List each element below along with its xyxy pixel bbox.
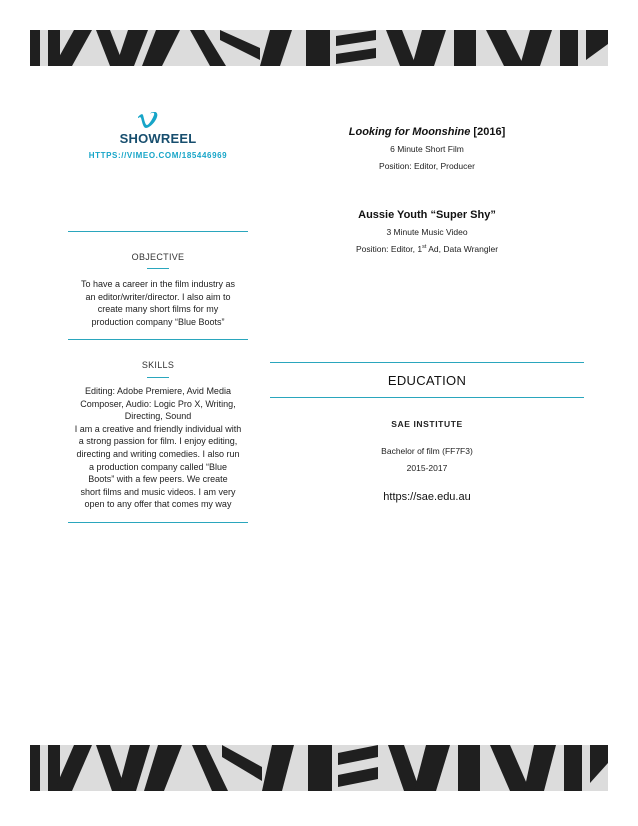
vimeo-icon[interactable] <box>137 112 159 128</box>
text-line: I am a creative and friendly individual with <box>74 423 242 434</box>
text-line: directing and writing comedies. I also run <box>76 448 240 459</box>
text-line: To have a career in the film industry as <box>80 279 236 289</box>
divider <box>270 362 584 363</box>
project-title: Aussie Youth “Super Shy” <box>358 209 496 221</box>
divider <box>68 231 248 232</box>
education-degree: Bachelor of film (FF7F3) <box>381 446 473 456</box>
divider-short <box>147 377 169 378</box>
project-aussie-youth <box>270 209 584 254</box>
education-heading: EDUCATION <box>387 373 467 388</box>
text-line: Editing: Adobe Premiere, Avid Media <box>85 386 231 396</box>
text-line: production company “Blue Boots” <box>91 316 225 327</box>
project-title: Looking for Moonshine [2016] <box>348 126 506 138</box>
top-decorative-band <box>30 30 608 66</box>
text-line: an editor/writer/director. I also aim to <box>85 291 231 302</box>
text-line: open to any offer that comes my way <box>84 499 232 510</box>
showreel-title: SHOWREEL <box>119 131 197 146</box>
project-moonshine <box>270 126 584 171</box>
text-line: Directing, Sound <box>124 411 192 422</box>
bottom-decorative-band <box>30 745 608 791</box>
objective-heading: OBJECTIVE <box>131 252 185 262</box>
text-line: a strong passion for film. I enjoy editing, <box>78 436 238 447</box>
text-line: Composer, Audio: Logic Pro X, Writing, <box>80 398 236 409</box>
text-line: a production company called “Blue <box>88 461 228 472</box>
divider <box>68 339 248 340</box>
objective-text <box>68 278 248 328</box>
project-position: Position: Editor, 1st Ad, Data Wrangler <box>355 244 499 254</box>
showreel-link[interactable]: HTTPS://VIMEO.COM/185446969 <box>88 151 228 160</box>
project-subtitle: 3 Minute Music Video <box>386 227 468 237</box>
skills-heading: SKILLS <box>141 360 175 370</box>
divider-short <box>147 268 169 269</box>
project-position: Position: Editor, Producer <box>379 161 475 171</box>
text-line: short films and music videos. I am very <box>80 486 236 497</box>
text-line: create many short films for my <box>97 304 219 315</box>
divider <box>270 397 584 398</box>
education-link[interactable]: https://sae.edu.au <box>383 491 471 503</box>
text-line: Boots” with a few peers. We create <box>88 474 228 485</box>
education-school: SAE INSTITUTE <box>391 419 463 429</box>
skills-text <box>60 385 256 511</box>
education-years: 2015-2017 <box>406 463 448 473</box>
divider <box>68 522 248 523</box>
project-subtitle: 6 Minute Short Film <box>390 144 464 154</box>
